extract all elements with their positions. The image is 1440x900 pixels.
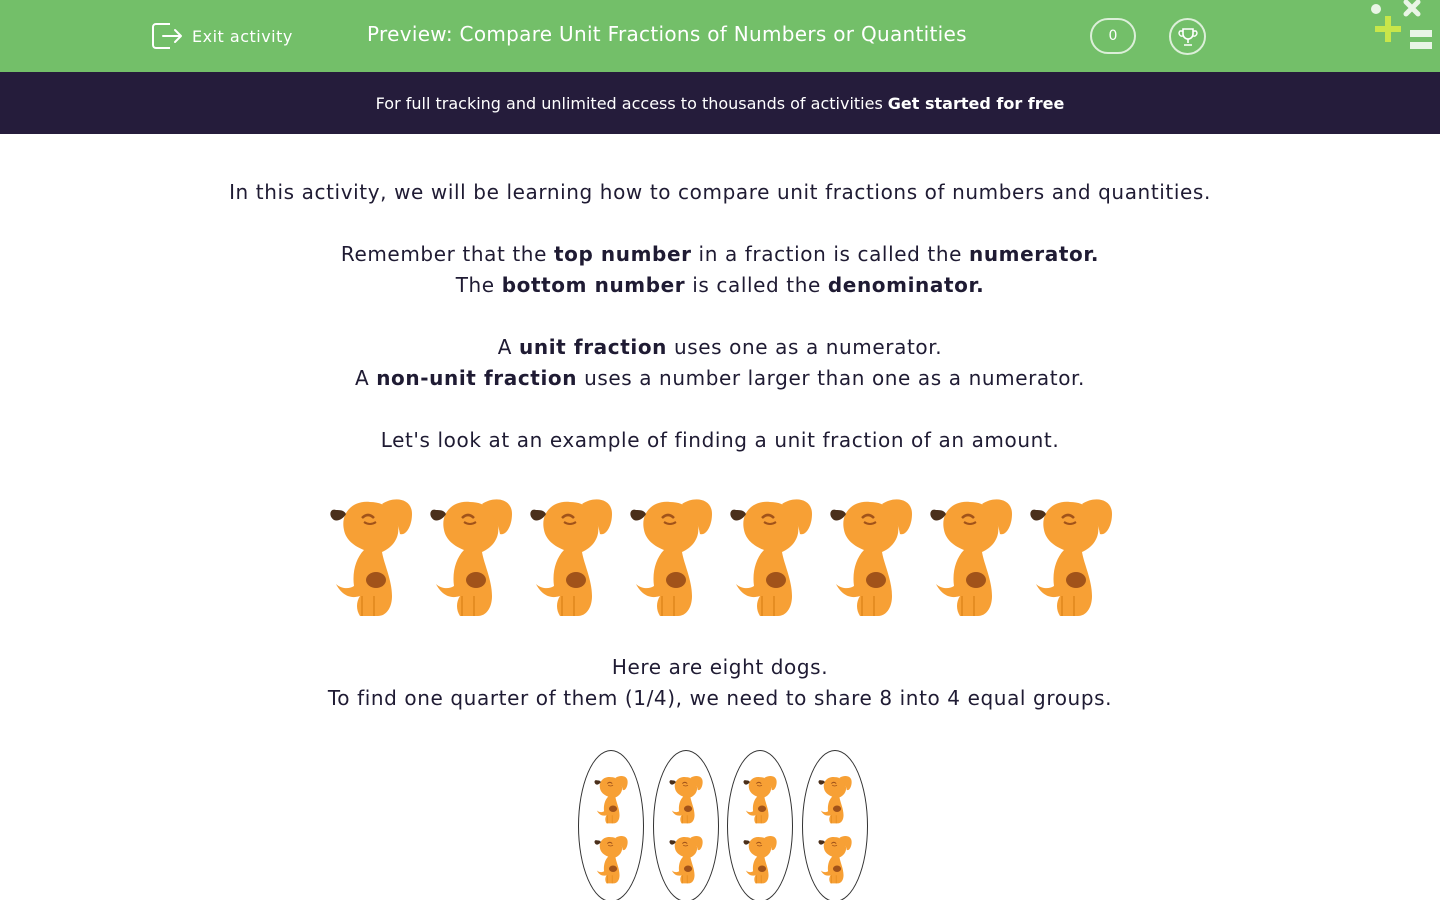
dog-icon <box>740 773 780 825</box>
dog-icon <box>626 492 716 620</box>
exit-activity-label: Exit activity <box>192 26 293 46</box>
lesson-content <box>0 134 1440 456</box>
promo-banner <box>0 72 1440 134</box>
intro-text: In this activity, we will be learning how to compare unit fractions of numbers and quantities. <box>229 180 1211 204</box>
dog-item <box>426 492 516 620</box>
dog-icon <box>826 492 916 620</box>
dog-icon <box>726 492 816 620</box>
get-started-link[interactable]: Get started for free <box>887 93 1065 113</box>
example-text: Let's look at an example of finding a unit fraction of an amount. <box>380 428 1060 452</box>
quarter-text: To find one quarter of them (1/4), we need to share 8 into 4 equal groups. <box>327 686 1113 710</box>
dog-item <box>1026 492 1116 620</box>
dog-icon <box>666 773 706 825</box>
dog-item <box>826 492 916 620</box>
dog-group <box>727 750 793 900</box>
dog-icon <box>815 773 855 825</box>
dog-group <box>578 750 644 900</box>
dog-icon <box>591 833 631 885</box>
top-bar <box>0 0 1440 72</box>
dog-icon <box>426 492 516 620</box>
exit-icon <box>150 20 184 52</box>
dog-item <box>326 492 416 620</box>
dog-item <box>726 492 816 620</box>
dog-icon <box>326 492 416 620</box>
dog-icon <box>526 492 616 620</box>
score-badge: 0 <box>1090 18 1136 54</box>
non-unit-fraction-text: A non-unit fraction uses a number larger than one as a numerator. <box>354 366 1086 390</box>
exit-activity-button[interactable] <box>150 20 293 52</box>
dogs-row <box>326 492 1116 620</box>
dog-item <box>926 492 1016 620</box>
dog-groups <box>578 750 868 900</box>
eight-dogs-text: Here are eight dogs. <box>611 655 829 679</box>
dog-icon <box>666 833 706 885</box>
dog-group <box>653 750 719 900</box>
dog-icon <box>740 833 780 885</box>
promo-text: For full tracking and unlimited access to thousands of activities <box>375 93 883 113</box>
dogs-explanation <box>0 652 1440 714</box>
dog-icon <box>591 773 631 825</box>
trophy-button[interactable] <box>1169 18 1206 55</box>
page-title: Preview: Compare Unit Fractions of Numbers or Quantities <box>367 22 967 46</box>
trophy-icon <box>1177 26 1199 48</box>
dog-icon <box>1026 492 1116 620</box>
dog-item <box>626 492 716 620</box>
dog-group <box>802 750 868 900</box>
brand-logo <box>1366 0 1440 56</box>
dog-icon <box>815 833 855 885</box>
denominator-text: The bottom number is called the denominator. <box>455 273 985 297</box>
numerator-text: Remember that the top number in a fraction is called the numerator. <box>340 242 1100 266</box>
dog-icon <box>926 492 1016 620</box>
unit-fraction-text: A unit fraction uses one as a numerator. <box>497 335 943 359</box>
dog-item <box>526 492 616 620</box>
